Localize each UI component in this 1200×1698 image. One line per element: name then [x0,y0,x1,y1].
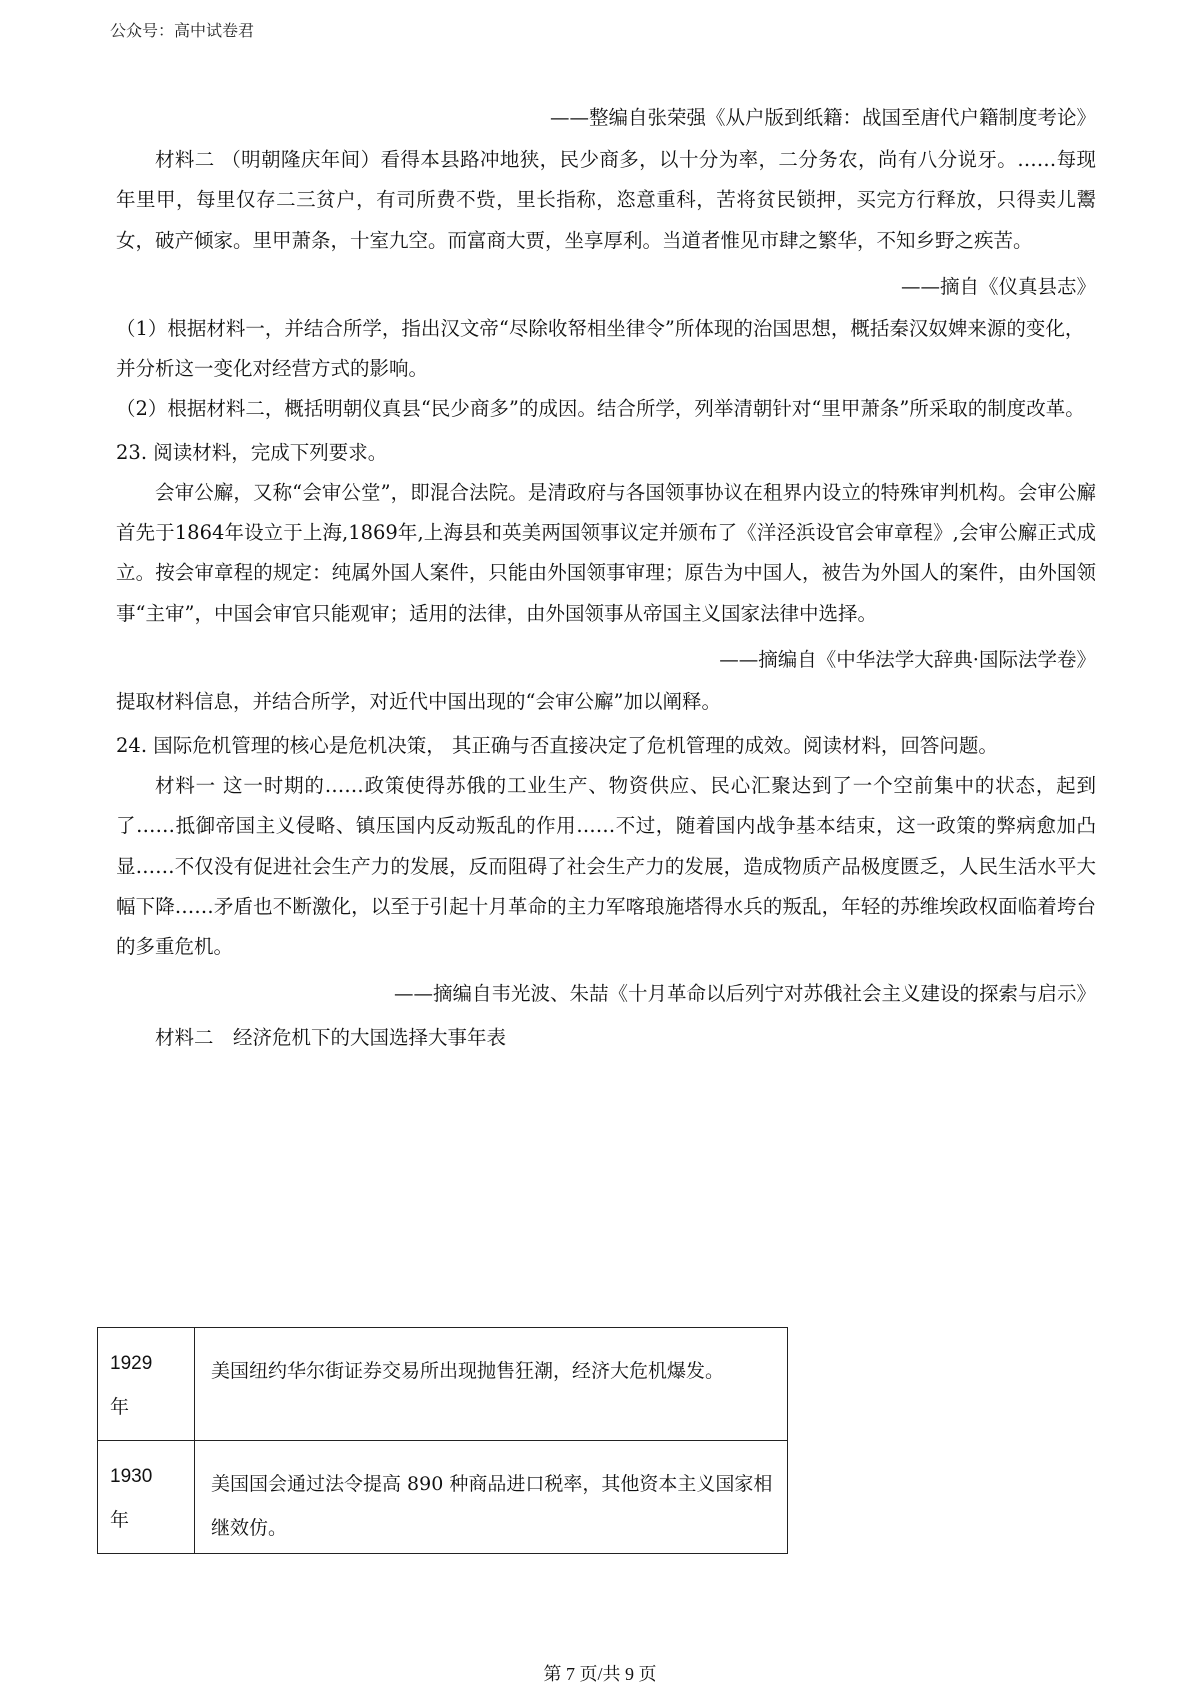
events-table [97,1327,788,1554]
page-content [116,92,1096,1064]
q24-material-2-title: 材料二 经济危机下的大国选择大事年表 [155,1025,507,1049]
page-number: 第 7 页/共 9 页 [543,1664,657,1684]
year-suffix: 年 [110,1510,130,1531]
year-number: 1930 [110,1466,153,1487]
year-suffix: 年 [110,1397,130,1418]
q23-material: 会审公廨，又称“会审公堂”，即混合法院。是清政府与各国领事协议在租界内设立的特殊审判机构。会审公廨首先于1864年设立于上海,1869年,上海县和英美两国领事议定并颁布了《洋泾浜设官会审章程》,会审公廨正式成立。按会审章程的规定：纯属外国人案件，只能由外国领事审理；原告为中国人，被告为外国人的案件，由外国领事“主审”，中国会审官只能观审；适用的法律，由外国领事从帝国主义国家法律中选择。 [116,480,1096,625]
year-cell [98,1328,195,1441]
material-2-source: ——摘自《仪真县志》 [900,274,1096,298]
material-1-source: ——整编自张荣强《从户版到纸籍：战国至唐代户籍制度考论》 [549,106,1096,129]
q23-source: ——摘编自《中华法学大辞典·国际法学卷》 [719,648,1096,672]
event-description: 美国纽约华尔街证券交易所出现抛售狂潮，经济大危机爆发。 [195,1328,788,1441]
year-cell [98,1441,195,1554]
material-2-text: 材料二 （明朝隆庆年间）看得本县路冲地狭，民少商多，以十分为率，二分务农，尚有八分说牙。……每现年里甲，每里仅存二三贫户，有司所费不赀，里长指称，恣意重科，苦将贫民锁押，买完方行释放，只得卖儿鬻女，破产倾家。里甲萧条，十室九空。而富商大贾，坐享厚利。当道者惟见市肆之繁华，不知乡野之疾苦。 [116,148,1096,252]
q24-material-1: 材料一 这一时期的……政策使得苏俄的工业生产、物资供应、民心汇聚达到了一个空前集中的状态，起到了……抵御帝国主义侵略、镇压国内反动叛乱的作用……不过，随着国内战争基本结束，这一政策的弊病愈加凸显……不仅没有促进社会生产力的发展，反而阻碍了社会生产力的发展，造成物质产品极度匮乏，人民生活水平大幅下降……矛盾也不断激化，以至于引起十月革命的主力军喀琅施塔得水兵的叛乱，年轻的苏维埃政权面临着垮台的多重危机。 [116,774,1096,959]
page-header: 公众号：高中试卷君 [110,21,255,40]
q23-prompt: 提取材料信息，并结合所学，对近代中国出现的“会审公廨”加以阐释。 [116,690,721,714]
year-number: 1929 [110,1353,153,1374]
q24-title: 24. 国际危机管理的核心是危机决策， 其正确与否直接决定了危机管理的成效。阅读材料，回答问题。 [116,734,998,758]
q23-title: 23. 阅读材料，完成下列要求。 [116,440,388,464]
q24-material-1-source: ——摘编自韦光波、朱喆《十月革命以后列宁对苏俄社会主义建设的探索与启示》 [393,981,1096,1005]
q22-part1: （1）根据材料一，并结合所学，指出汉文帝“尽除收帑相坐律令”所体现的治国思想，概括秦汉奴婢来源的变化，并分析这一变化对经营方式的影响。 [116,316,1085,380]
event-description: 美国国会通过法令提高 890 种商品进口税率，其他资本主义国家相继效仿。 [195,1441,788,1554]
q22-part2: （2）根据材料二，概括明朝仪真县“民少商多”的成因。结合所学，列举清朝针对“里甲萧条”所采取的制度改革。 [116,396,1085,420]
table-row [98,1441,788,1554]
table-row [98,1328,788,1441]
